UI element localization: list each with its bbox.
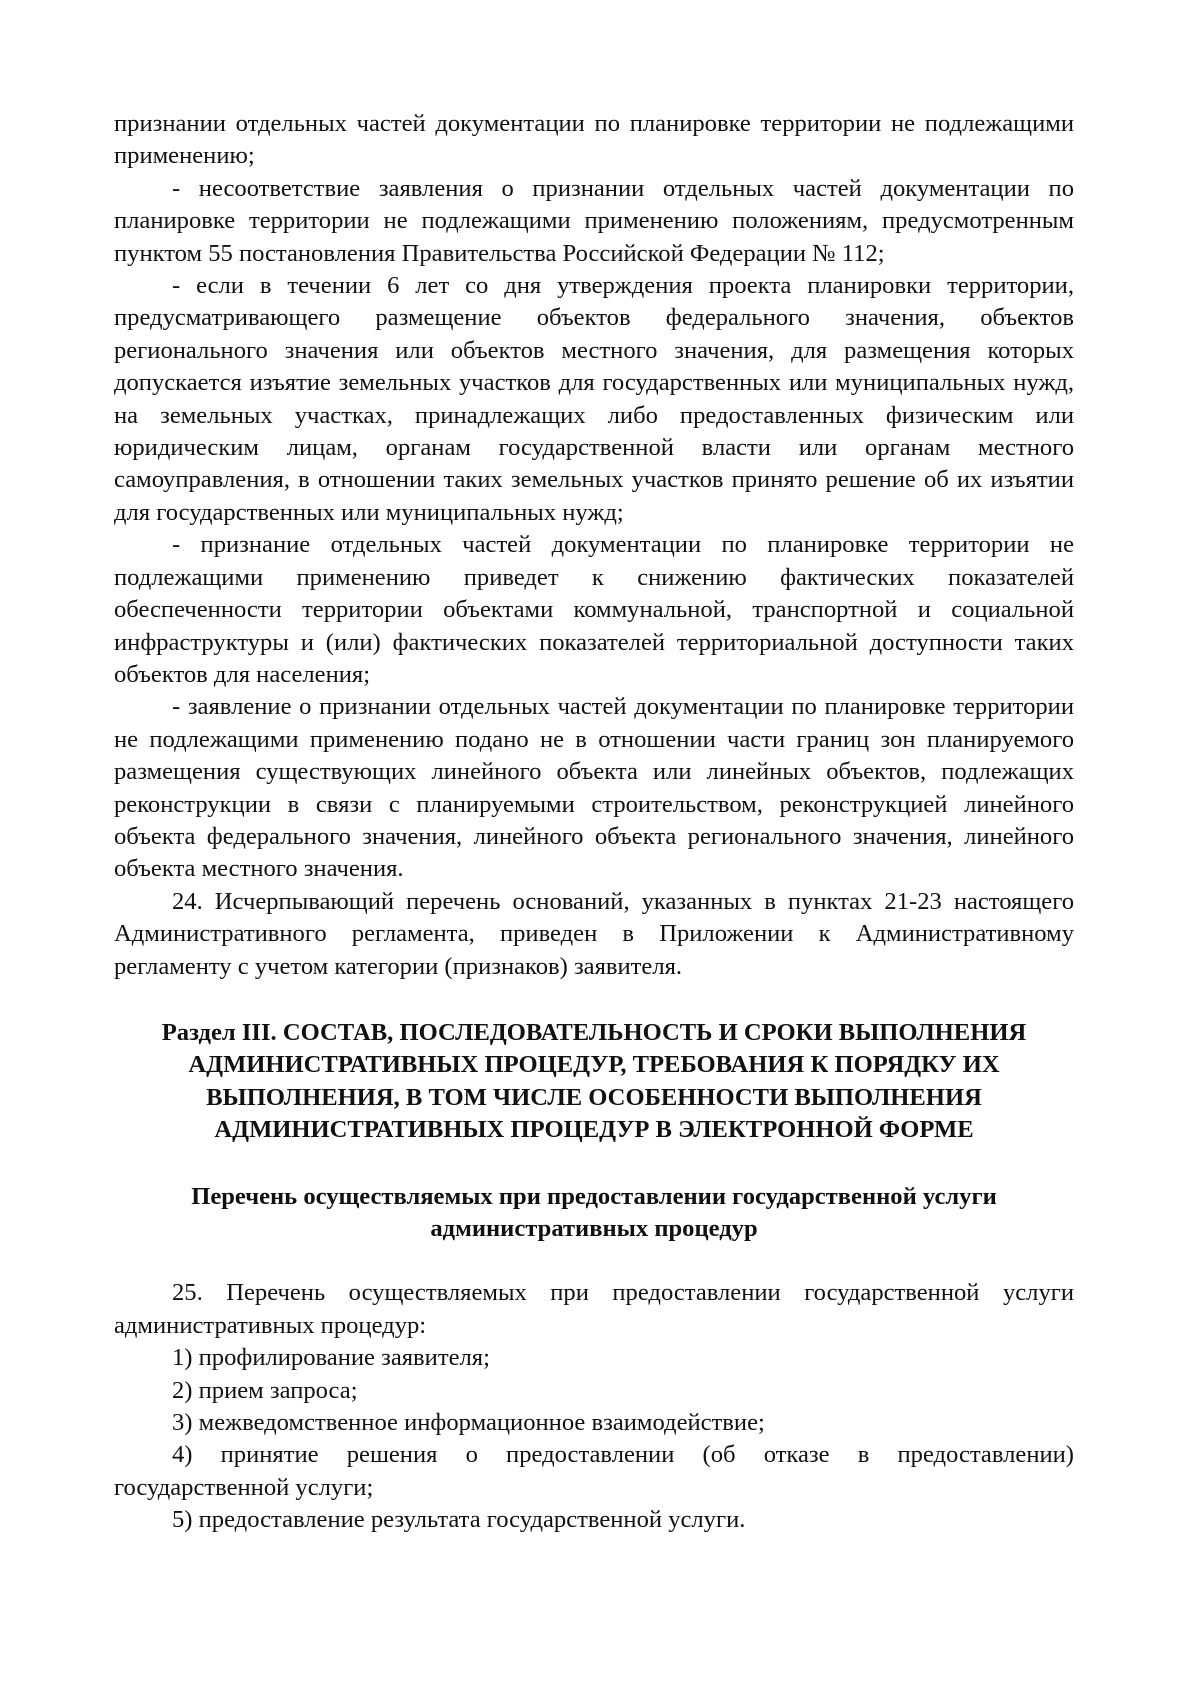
paragraph-item: - признание отдельных частей документации по планировке территории не подлежащими применению приведет к снижению фактических показателей обеспеченности территории объектами коммунальной, транспортной и социальной инфраструктуры и (или) фактических показателей территориальной доступности таких объектов для населения;	[114, 531, 1074, 688]
paragraph-continuation: признании отдельных частей документации по планировке территории не подлежащими применению;	[114, 110, 1074, 170]
paragraph-item: - если в течении 6 лет со дня утверждения проекта планировки территории, предусматривающего размещение объектов федерального значения, объектов регионального значения или объектов местного значения, для размещения которых допускается изъятие земельных участков для государственных или муниципальных нужд, на земельных участках, принадлежащих либо предоставленных физическим или юридическим лицам, органам государственной власти или органам местного самоуправления, в отношении таких земельных участков принято решение об их изъятии для государственных или муниципальных нужд;	[114, 272, 1074, 526]
paragraph-item: - заявление о признании отдельных частей документации по планировке территории не подлежащими применению подано не в отношении части границ зон планируемого размещения существующих линейного объекта или линейных объектов, подлежащих реконструкции в связи с планируемыми строительством, реконструкцией линейного объекта федерального значения, линейного объекта регионального значения, линейного объекта местного значения.	[114, 693, 1074, 883]
list-item: 5) предоставление результата государственной услуги.	[172, 1506, 746, 1534]
document-page	[114, 108, 1074, 1537]
paragraph-item: - несоответствие заявления о признании отдельных частей документации по планировке территории не подлежащими применению положениям, предусмотренным пунктом 55 постановления Правительства Российской Федерации № 112;	[114, 174, 1074, 267]
paragraph-24: 24. Исчерпывающий перечень оснований, указанных в пунктах 21-23 настоящего Административного регламента, приведен в Приложении к Административному регламенту с учетом категории (признаков) заявителя.	[114, 887, 1074, 980]
procedure-list	[114, 1277, 1074, 1536]
list-item: 1) профилирование заявителя;	[172, 1344, 490, 1372]
section-heading: Раздел III. СОСТАВ, ПОСЛЕДОВАТЕЛЬНОСТЬ И СРОКИ ВЫПОЛНЕНИЯ АДМИНИСТРАТИВНЫХ ПРОЦЕДУР, ТРЕБОВАНИЯ К ПОРЯДКУ ИХ ВЫПОЛНЕНИЯ, В ТОМ ЧИСЛЕ ОСОБЕННОСТИ ВЫПОЛНЕНИЯ АДМИНИСТРАТИВНЫХ ПРОЦЕДУР В ЭЛЕКТРОННОЙ ФОРМЕ	[161, 1018, 1027, 1144]
paragraph-25: 25. Перечень осуществляемых при предоставлении государственной услуги административных процедур:	[114, 1279, 1074, 1339]
list-item: 4) принятие решения о предоставлении (об отказе в предоставлении) государственной услуги;	[114, 1441, 1074, 1501]
list-item: 3) межведомственное информационное взаимодействие;	[172, 1409, 765, 1437]
subsection-heading: Перечень осуществляемых при предоставлении государственной услуги административных процедур	[191, 1182, 997, 1242]
spacer	[114, 1245, 1074, 1277]
list-item: 2) прием запроса;	[172, 1376, 358, 1404]
